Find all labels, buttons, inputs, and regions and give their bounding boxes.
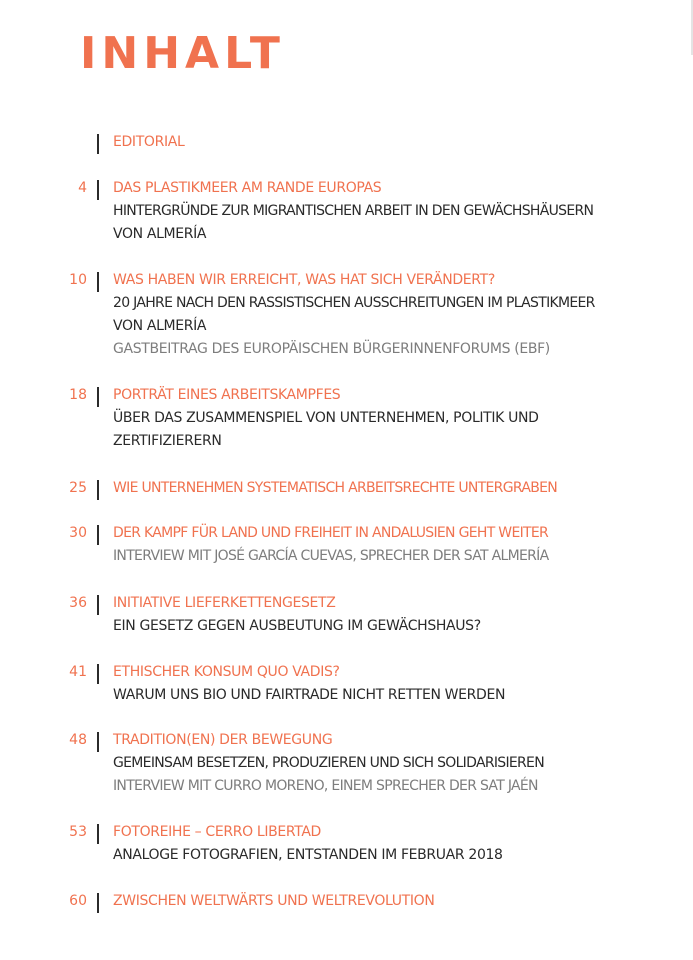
toc-subtitle-line: EIN GESETZ GEGEN AUSBEUTUNG IM GEWÄCHSHAUS? (113, 618, 481, 634)
toc-separator-bar (97, 134, 99, 154)
toc-separator-bar (97, 893, 99, 913)
toc-subtitle-line: WARUM UNS BIO UND FAIRTRADE NICHT RETTEN WERDEN (113, 687, 506, 703)
toc-title: PORTRÄT EINES ARBEITSKAMPFES (113, 387, 341, 403)
toc-separator-bar (97, 824, 99, 844)
toc-separator-bar (97, 732, 99, 752)
toc-page-number: 60 (69, 893, 87, 909)
toc-note: GASTBEITRAG DES EUROPÄISCHEN BÜRGERINNENFORUMS (EBF) (113, 341, 550, 357)
toc-title: ZWISCHEN WELTWÄRTS UND WELTREVOLUTION (113, 893, 435, 909)
toc-page-number: 36 (69, 595, 87, 611)
toc-separator-bar (97, 272, 99, 292)
toc-page-number: 18 (69, 387, 87, 403)
toc-title: EDITORIAL (113, 134, 185, 150)
toc-separator-bar (97, 387, 99, 407)
toc-title: WAS HABEN WIR ERREICHT, WAS HAT SICH VERÄNDERT? (113, 272, 495, 288)
toc-title: DAS PLASTIKMEER AM RANDE EUROPAS (113, 180, 382, 196)
toc-page-number: 41 (69, 664, 87, 680)
toc-subtitle-line: ZERTIFIZIERERN (113, 433, 222, 449)
toc-page-number: 48 (69, 732, 87, 748)
toc-separator-bar (97, 180, 99, 200)
toc-subtitle-line: ÜBER DAS ZUSAMMENSPIEL VON UNTERNEHMEN, POLITIK UND (113, 410, 539, 426)
toc-subtitle-line: 20 JAHRE NACH DEN RASSISTISCHEN AUSSCHREITUNGEN IM PLASTIKMEER (113, 295, 595, 311)
toc-title: FOTOREIHE – CERRO LIBERTAD (113, 824, 321, 840)
toc-subtitle-line: ANALOGE FOTOGRAFIEN, ENTSTANDEN IM FEBRUAR 2018 (113, 847, 503, 863)
toc-title: ETHISCHER KONSUM QUO VADIS? (113, 664, 340, 680)
toc-separator-bar (97, 664, 99, 684)
toc-title: TRADITION(EN) DER BEWEGUNG (113, 732, 333, 748)
toc-page-number: 25 (69, 480, 87, 496)
page-title: INHALT (80, 28, 285, 79)
toc-note: INTERVIEW MIT CURRO MORENO, EINEM SPRECHER DER SAT JAÉN (113, 778, 538, 794)
toc-separator-bar (97, 525, 99, 545)
toc-subtitle-line: VON ALMERÍA (113, 226, 207, 242)
toc-separator-bar (97, 595, 99, 615)
toc-subtitle-line: GEMEINSAM BESETZEN, PRODUZIEREN UND SICH SOLIDARISIEREN (113, 755, 544, 771)
toc-page-number: 4 (78, 180, 87, 196)
toc-title: INITIATIVE LIEFERKETTENGESETZ (113, 595, 336, 611)
toc-page-number: 10 (69, 272, 87, 288)
toc-separator-bar (97, 480, 99, 500)
toc-note: INTERVIEW MIT JOSÉ GARCÍA CUEVAS, SPRECHER DER SAT ALMERÍA (113, 548, 549, 564)
toc-subtitle-line: HINTERGRÜNDE ZUR MIGRANTISCHEN ARBEIT IN DEN GEWÄCHSHÄUSERN (113, 203, 594, 219)
toc-title: DER KAMPF FÜR LAND UND FREIHEIT IN ANDALUSIEN GEHT WEITER (113, 525, 549, 541)
toc-page-number: 53 (69, 824, 87, 840)
toc-page-number: 30 (69, 525, 87, 541)
toc-subtitle-line: VON ALMERÍA (113, 318, 207, 334)
toc-title: WIE UNTERNEHMEN SYSTEMATISCH ARBEITSRECHTE UNTERGRABEN (113, 480, 558, 496)
